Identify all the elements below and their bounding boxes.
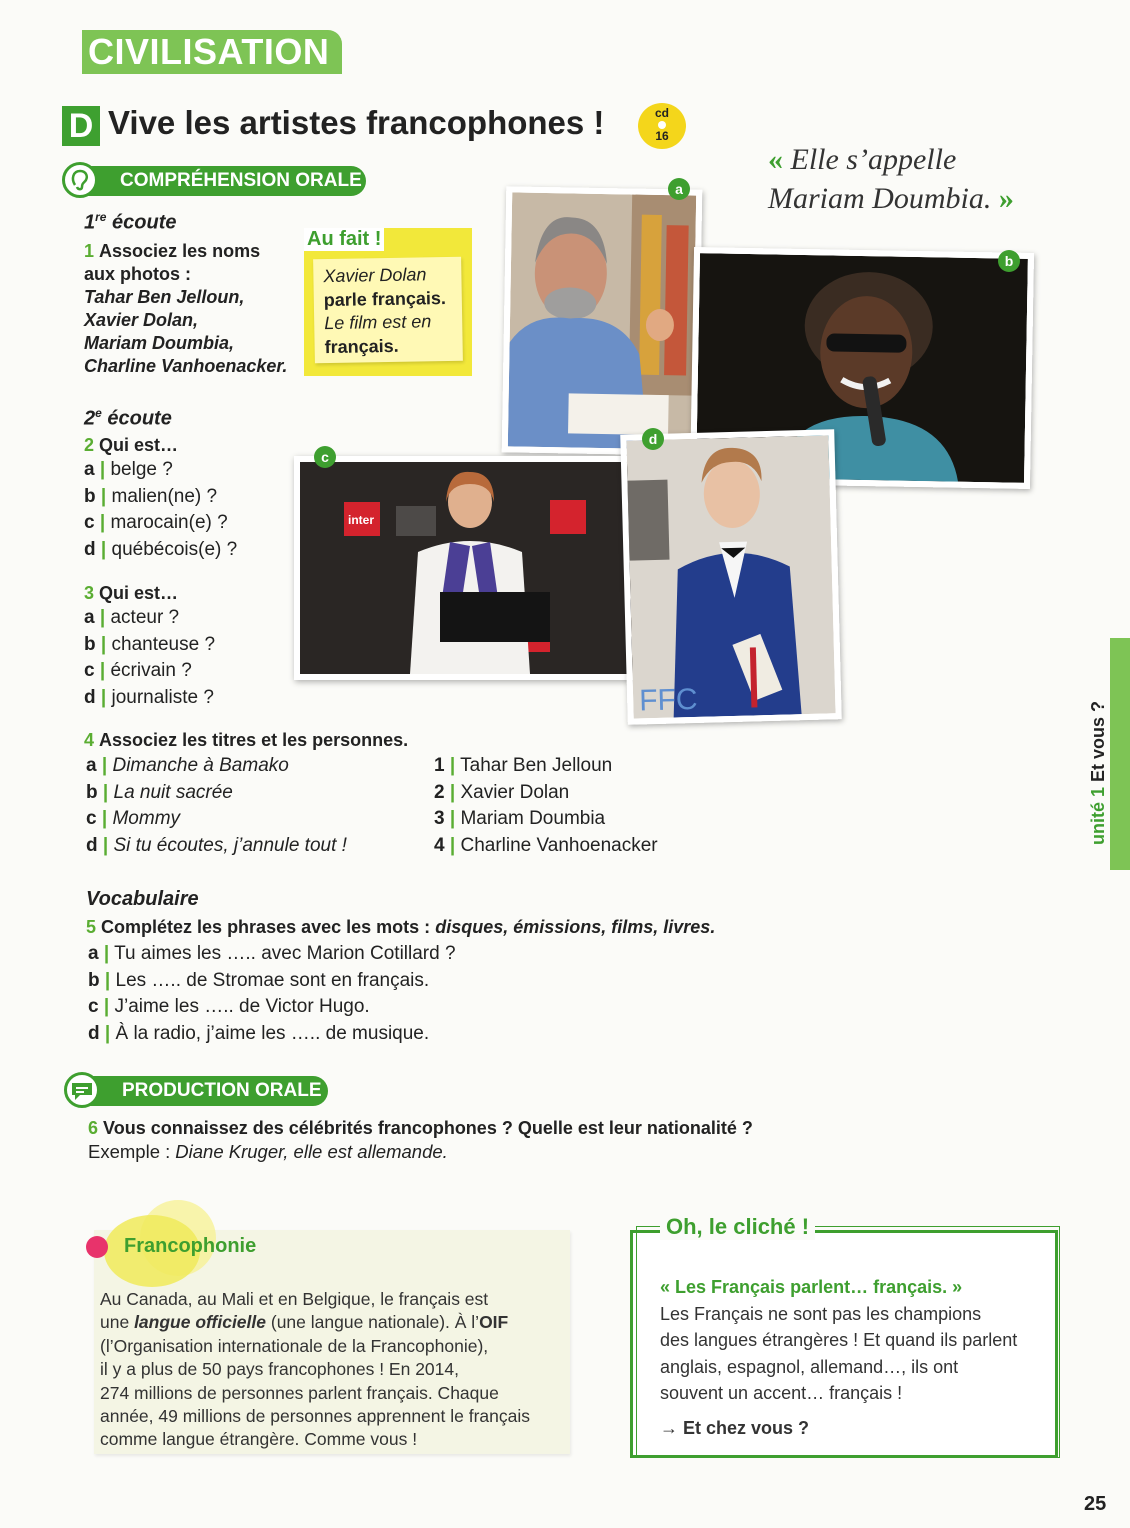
list-item: d | journaliste ? [84, 686, 214, 708]
list-item: 1 | Tahar Ben Jelloun [434, 755, 613, 776]
question-5-prompt: 5 Complétez les phrases avec les mots : disques, émissions, films, livres. [86, 917, 716, 937]
ecoute-2-heading: 2e écoute [84, 406, 172, 430]
list-item: a | belge ? [84, 459, 173, 480]
question-1: 1 Associez les noms aux photos : Tahar Ben Jelloun, Xavier Dolan, Mariam Doumbia, Charline Vanhoenacker. [84, 241, 288, 376]
ear-icon [62, 162, 98, 198]
cd-label: cd [654, 106, 669, 120]
production-orale-tag [76, 1076, 328, 1106]
pink-dot-icon [86, 1236, 108, 1258]
speech-bubble-icon [64, 1072, 100, 1108]
cd-track-badge[interactable] [638, 103, 686, 149]
au-fait-title: Au fait ! [304, 228, 384, 251]
photo-a-tag: a [668, 178, 690, 200]
cd-disc-icon [658, 121, 666, 129]
list-item: a | acteur ? [84, 607, 180, 628]
question-3: 3 Qui est… a | acteur ? b | chanteuse ? c | écrivain ? d | journaliste ? [84, 582, 215, 711]
photo-c-radio [294, 456, 640, 680]
vocabulaire-heading: Vocabulaire [86, 888, 199, 910]
comprehension-orale-tag [74, 166, 366, 196]
question-4-prompt: 4 Associez les titres et les personnes. [84, 730, 409, 750]
list-item: c | J’aime les ….. de Victor Hugo. [88, 996, 370, 1017]
question-4-titles [86, 753, 347, 859]
list-item: 2 | Xavier Dolan [434, 781, 570, 803]
cd-track-number: 16 [655, 129, 669, 143]
list-item: 4 | Charline Vanhoenacker [434, 834, 658, 856]
lesson-letter-badge: D [62, 106, 100, 146]
unit-side-tab[interactable] [1110, 638, 1130, 870]
comprehension-orale-label: COMPRÉHENSION ORALE [120, 170, 362, 191]
list-item: b | chanteuse ? [84, 633, 216, 655]
photo-d-actor [620, 429, 842, 725]
list-item: d | québécois(e) ? [84, 538, 238, 560]
list-item: d | À la radio, j’aime les ….. de musique. [88, 1022, 430, 1044]
photo-a-writer [502, 186, 703, 455]
ecoute-1-heading: 1re écoute [84, 210, 177, 234]
list-item: b | malien(ne) ? [84, 485, 218, 507]
list-item: c | écrivain ? [84, 660, 192, 681]
page-number: 25 [1084, 1493, 1107, 1515]
au-fait-note: Xavier Dolan parle français. Le film est en français. [313, 257, 463, 364]
photo-d-tag: d [642, 428, 664, 450]
unit-side-label: unité 1 Et vous ? [1088, 700, 1108, 845]
list-item: c | Mommy [86, 808, 181, 829]
question-5-items [88, 941, 456, 1047]
list-item: b | Les ….. de Stromae sont en français. [88, 969, 430, 991]
list-item: d | Si tu écoutes, j’annule tout ! [86, 834, 347, 856]
question-2: 2 Qui est… a | belge ? b | malien(ne) ? c | marocain(e) ? d | québécois(e) ? [84, 434, 237, 563]
list-item: c | marocain(e) ? [84, 512, 228, 533]
list-item: a | Tu aimes les ….. avec Marion Cotillard ? [88, 943, 456, 964]
francophonie-title: Francophonie [124, 1235, 257, 1257]
photo-c-tag: c [314, 446, 336, 468]
photo-b-tag: b [998, 250, 1020, 272]
svg-text:FFC: FFC [638, 682, 698, 718]
cliche-title: Oh, le cliché ! [660, 1214, 815, 1240]
cliche-text: « Les Français parlent… français. » Les Français ne sont pas les champions des langues étrangères ! Et quand ils parlent anglais, espagnol, allemand…, ils ont souvent un accent… français ! → Et chez vous ? [660, 1277, 1018, 1438]
lesson-title: Vive les artistes francophones ! [108, 104, 605, 141]
list-item: a | Dimanche à Bamako [86, 755, 289, 776]
francophonie-text: Au Canada, au Mali et en Belgique, le français est une langue officielle (une langue nationale). À l’OIF (l’Organisation internationale de la Francophonie), il y a plus de 50 pays francophones ! En 2014, 274 millions de personnes parlent français. Chaque année, 49 millions de personnes apprennent le français comme langue étrangère. Comme vous ! [100, 1289, 531, 1450]
production-orale-label: PRODUCTION ORALE [122, 1080, 322, 1101]
list-item: 3 | Mariam Doumbia [434, 808, 606, 829]
quote-mariam: « Elle s’appelle Mariam Doumbia. » [768, 143, 1014, 215]
question-6: 6 Vous connaissez des célébrités francophones ? Quelle est leur nationalité ? Exemple : Diane Kruger, elle est allemande. [88, 1118, 753, 1162]
section-banner: CIVILISATION [82, 30, 342, 74]
question-4-people [434, 753, 658, 859]
list-item: b | La nuit sacrée [86, 781, 233, 803]
svg-text:inter: inter [348, 513, 375, 527]
